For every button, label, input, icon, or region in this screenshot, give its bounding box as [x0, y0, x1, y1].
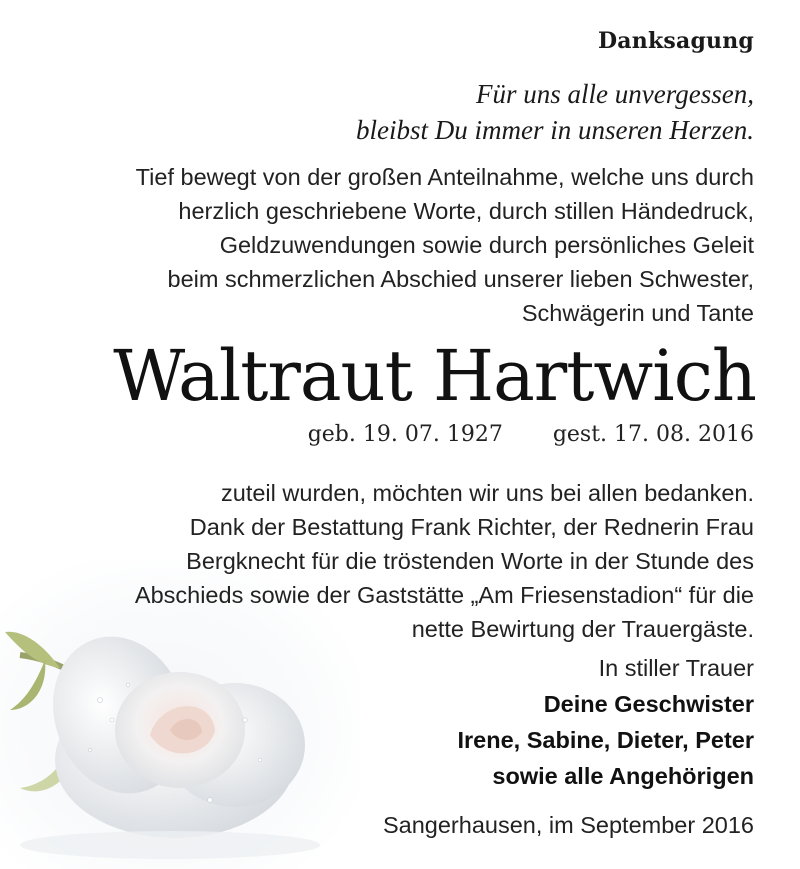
life-dates	[308, 422, 754, 447]
signature-block	[458, 650, 755, 794]
thanks-line: Dank der Bestattung Frank Richter, der Rednerin Frau	[189, 514, 754, 540]
motto-line: Für uns alle unvergessen,	[476, 79, 754, 109]
place-date: Sangerhausen, im September 2016	[382, 812, 754, 838]
signature-line: Deine Geschwister	[543, 691, 754, 717]
thanks-line: Bergknecht für die tröstenden Worte in der Stunde des	[186, 548, 754, 574]
intro-line: Schwägerin und Tante	[521, 300, 754, 326]
motto-line: bleibst Du immer in unseren Herzen.	[356, 115, 754, 145]
thanks-paragraph	[135, 476, 754, 646]
intro-line: Tief bewegt von der großen Anteilnahme, welche uns durch	[135, 164, 754, 190]
thanks-line: nette Bewirtung der Trauergäste.	[411, 616, 754, 642]
signature-line: sowie alle Angehörigen	[492, 763, 754, 789]
motto	[356, 76, 754, 148]
signature-line: Irene, Sabine, Dieter, Peter	[457, 727, 754, 753]
thanks-line: Abschieds sowie der Gaststätte „Am Friesenstadion“ für die	[134, 582, 754, 608]
thanks-line: zuteil wurden, möchten wir uns bei allen bedanken.	[221, 480, 754, 506]
heading: Danksagung	[598, 28, 754, 54]
signature-intro: In stiller Trauer	[598, 655, 754, 681]
intro-paragraph	[136, 160, 754, 330]
death-date: gest. 17. 08. 2016	[552, 422, 754, 447]
intro-line: herzlich geschriebene Worte, durch stillen Händedruck,	[178, 198, 754, 224]
deceased-name: Waltraut Hartwich	[113, 335, 756, 417]
birth-date: geb. 19. 07. 1927	[307, 422, 503, 447]
intro-line: Geldzuwendungen sowie durch persönliches Geleit	[219, 232, 754, 258]
intro-line: beim schmerzlichen Abschied unserer lieben Schwester,	[167, 266, 754, 292]
